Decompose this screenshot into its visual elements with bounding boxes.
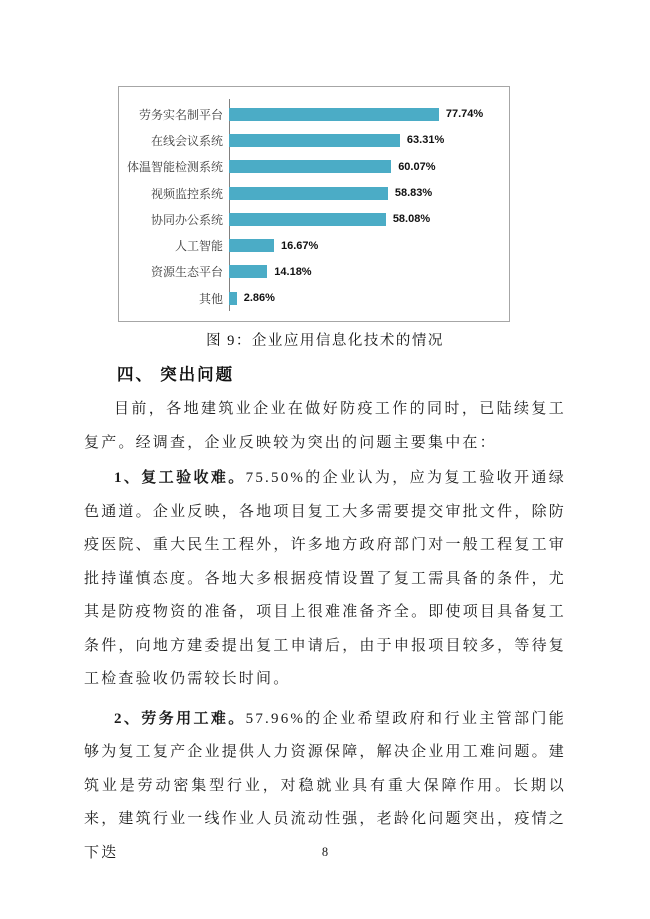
category-label: 在线会议系统 [150,133,223,148]
issue-2-lead: 2、劳务用工难。 [114,710,246,727]
bar [229,160,391,173]
paragraph-issue-1 [84,462,566,697]
chart-row [119,101,509,127]
paragraph-intro: 目前，各地建筑业企业在做好防疫工作的同时，已陆续复工复产。经调查，企业反映较为突出的问题主要集中在： [84,401,566,451]
category-label: 协同办公系统 [150,212,223,227]
chart-row [119,127,509,153]
bar [229,265,267,278]
value-label: 60.07% [398,160,436,173]
bar [229,134,400,147]
issue-1-text: 75.50%的企业认为，应为复工验收开通绿色通道。企业反映，各地项目复工大多需要提交审批文件，除防疫医院、重大民生工程外，许多地方政府部门对一般工程复工审批持谨慎态度。各地大多根据疫情设置了复工需具备的条件，尤其是防疫物资的准备，项目上很难准备齐全。即使项目具备复工条件，向地方建委提出复工申请后，由于申报项目较多，等待复工检查验收仍需较长时间。 [84,470,566,687]
value-label: 77.74% [445,108,484,121]
chart-row [119,259,509,285]
category-label: 劳务实名制平台 [138,107,223,122]
category-label: 人工智能 [174,239,223,254]
bar [229,239,274,252]
bar [229,292,237,305]
value-label: 58.08% [392,213,431,226]
bar [229,213,386,226]
chart-row [119,285,509,311]
page-number: 8 [321,845,329,859]
value-label: 2.86% [243,292,275,305]
value-label: 63.31% [406,134,445,147]
figure-caption: 图 9：企业应用信息化技术的情况 [206,333,444,349]
chart-row [119,206,509,232]
bar-chart [118,86,510,322]
chart-row [119,232,509,258]
document-body [84,362,566,870]
issue-2-text: 57.96%的企业希望政府和行业主管部门能够为复工复产企业提供人力资源保障，解决企业用工难问题。建筑业是劳动密集型行业，对稳就业具有重大保障作用。长期以来，建筑行业一线作业人员流动性强，老龄化问题突出，疫情之下迭 [84,710,566,861]
value-label: 14.18% [274,265,312,278]
section-heading: 四、 突出问题 [117,365,235,384]
category-label: 其他 [198,291,223,306]
value-label: 16.67% [281,239,319,252]
chart-row [119,154,509,180]
chart-row [119,180,509,206]
issue-1-lead: 1、复工验收难。 [114,470,246,486]
value-label: 58.83% [394,187,433,200]
chart-plot-area [119,101,509,311]
bar [229,108,439,121]
category-label: 资源生态平台 [150,265,223,280]
bar [229,187,388,200]
category-label: 体温智能检测系统 [126,160,223,175]
category-label: 视频监控系统 [150,186,223,201]
